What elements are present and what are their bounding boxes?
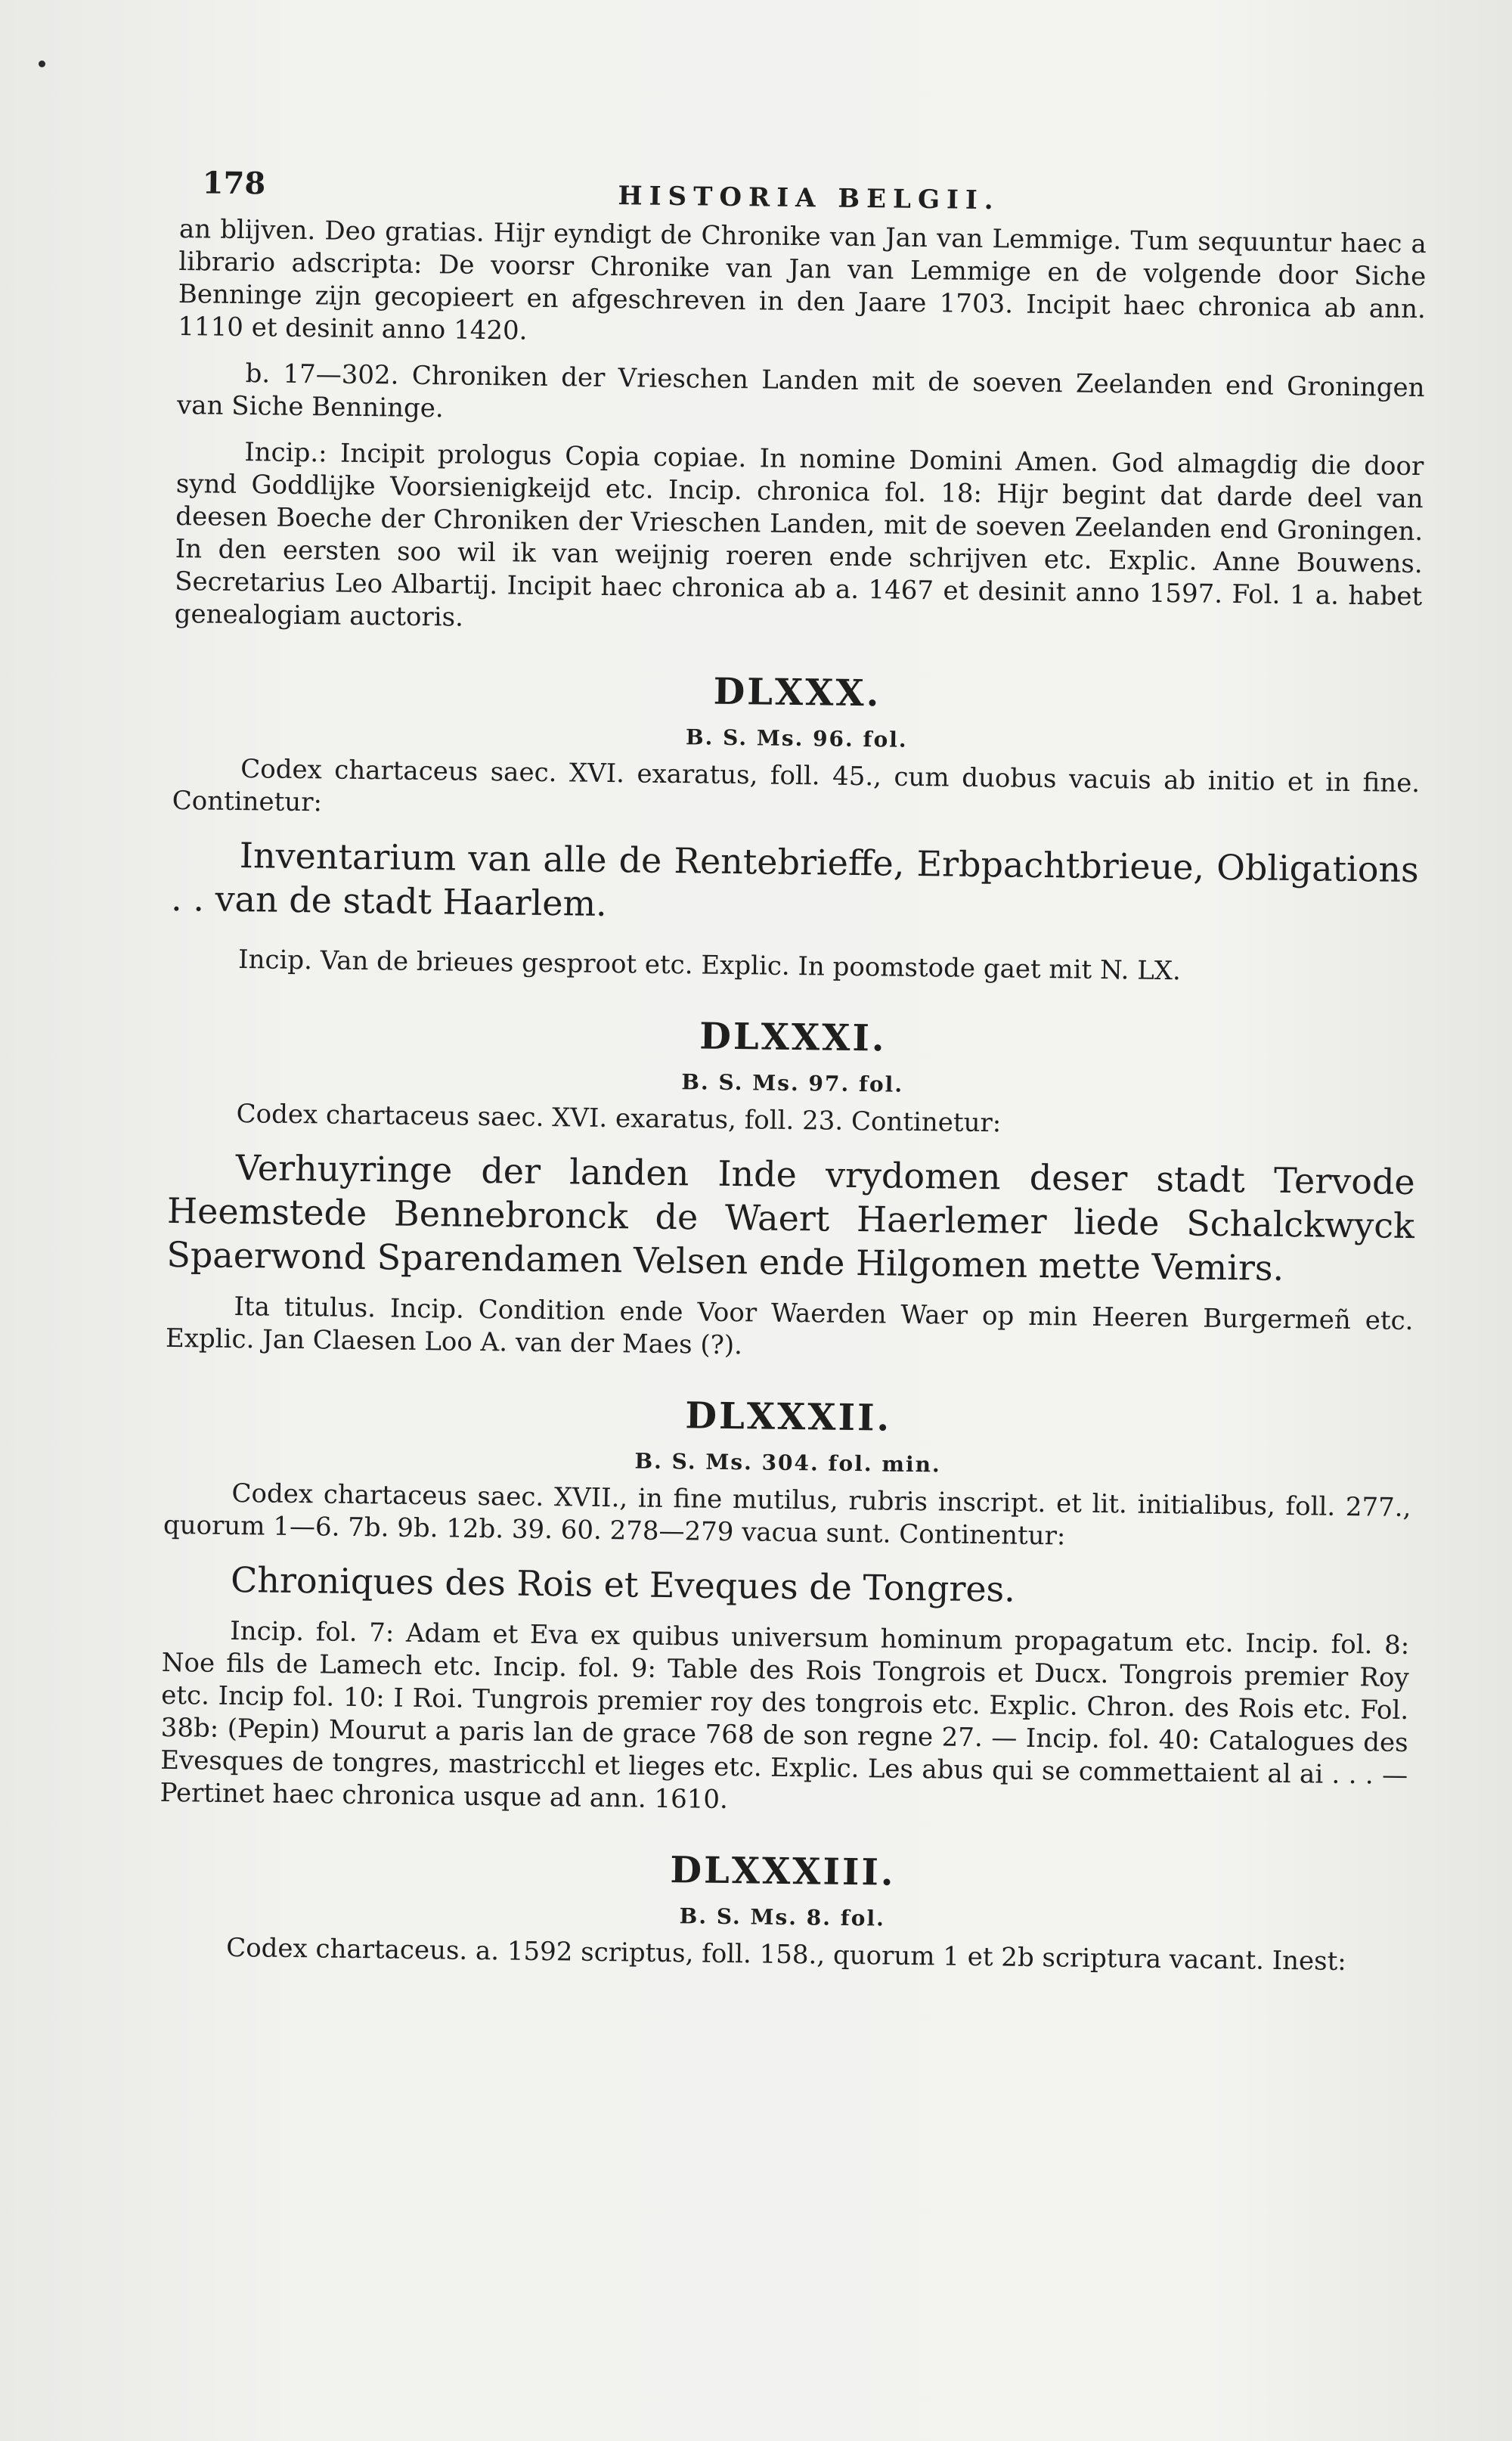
codex-title: Inventarium van alle de Rentebrieffe, Erbpachtbrieue, Obligations . . van de stadt Haarlem.	[170, 835, 1420, 924]
paragraph-continuation: an blijven. Deo gratias. Hijr eyndigt de Chronike van Jan van Lemmige. Tum sequuntur haec a librario adscripta: De voorsr Chronike van Jan van Lemmige en de volgende door Siche Benninge zijn gecopieert en afgeschreven in den Jaare 1703. Incipit haec chronica ab ann. 1110 et desinit anno 1420.	[178, 213, 1427, 346]
codex-heading: DLXXXI.	[699, 1015, 887, 1060]
paragraph-chroniken: b. 17—302. Chroniken der Vrieschen Landen mit de soeven Zeelanden end Groningen van Siche Benninge.	[176, 358, 1425, 424]
codex-incipit: Incip. fol. 7: Adam et Eva ex quibus universum hominum propagatum etc. Incip. fol. 8: Noe fils de Lamech etc. Incip. fol. 9: Table des Rois Tongrois et Ducx. Tongrois premier Roy etc. Incip fol. 10: I Roi. Tungrois premier roy des tongrois etc. Explic. Chron. des Rois etc. Fol. 38b: (Pepin) Mourut a paris lan de grace 768 de son regne 27. — Incip. fol. 40: Catalogues des Evesques de tongres, mastricchl et lieges etc. Explic. Les abus qui se commettaient al ai . . . — Pertinet haec chronica usque ad ann. 1610.	[160, 1615, 1410, 1816]
shelfmark: B. S. Ms. 8. fol.	[679, 1903, 886, 1931]
codex-heading: DLXXXII.	[685, 1394, 892, 1440]
codex-description: Codex chartaceus saec. XVI. exaratus, foll. 23. Continetur:	[236, 1099, 1002, 1139]
shelfmark: B. S. Ms. 96. fol.	[685, 724, 908, 752]
shelfmark: B. S. Ms. 304. fol. min.	[634, 1448, 941, 1478]
page-number: 178	[202, 165, 266, 202]
codex-incipit: Ita titulus. Incip. Condition ende Voor Waerden Waer op min Heeren Burgermeñ etc. Explic. Jan Claesen Loo A. van der Maes (?).	[165, 1291, 1414, 1361]
codex-description: Codex chartaceus. a. 1592 scriptus, foll. 158., quorum 1 et 2b scriptura vacant. Inest:	[225, 1932, 1346, 1977]
codex-incipit: Incip. Van de brieues gesproot etc. Explic. In poomstode gaet mit N. LX.	[237, 944, 1182, 987]
page-content	[158, 165, 1427, 1979]
codex-heading: DLXXX.	[713, 670, 881, 715]
codex-description: Codex chartaceus saec. XVI. exaratus, foll. 45., cum duobus vacuis ab initio et in fine. Continetur:	[172, 754, 1421, 818]
ink-dot	[39, 60, 45, 67]
running-title: HISTORIA BELGII.	[618, 181, 1000, 216]
codex-title: Chroniques des Rois et Eveques de Tongres.	[230, 1559, 1016, 1610]
codex-description: Codex chartaceus saec. XVII., in fine mutilus, rubris inscript. et lit. initialibus, foll. 277., quorum 1—6. 7b. 9b. 12b. 39. 60. 278—279 vacua sunt. Continentur:	[163, 1478, 1411, 1552]
codex-heading: DLXXXIII.	[670, 1849, 896, 1894]
codex-title: Verhuyringe der landen Inde vrydomen deser stadt Tervode Heemstede Bennebronck de Waert Haerlemer liede Schalckwyck Spaerwond Sparendamen Velsen ende Hilgomen mette Vemirs.	[166, 1147, 1416, 1289]
shelfmark: B. S. Ms. 97. fol.	[681, 1069, 904, 1097]
paragraph-incipit: Incip.: Incipit prologus Copia copiae. In nomine Domini Amen. God almagdig die door synd Goddlijke Voorsienigkeijd etc. Incip. chronica fol. 18: Hijr begint dat darde deel van deesen Boeche der Chroniken der Vrieschen Landen, mit de soeven Zeelanden end Groningen. In den eersten soo wil ik van weijnig roeren ende schrijven etc. Explic. Anne Bouwens. Secretarius Leo Albartij. Incipit haec chronica ab a. 1467 et desinit anno 1597. Fol. 1 a. habet genealogiam auctoris.	[174, 437, 1424, 633]
